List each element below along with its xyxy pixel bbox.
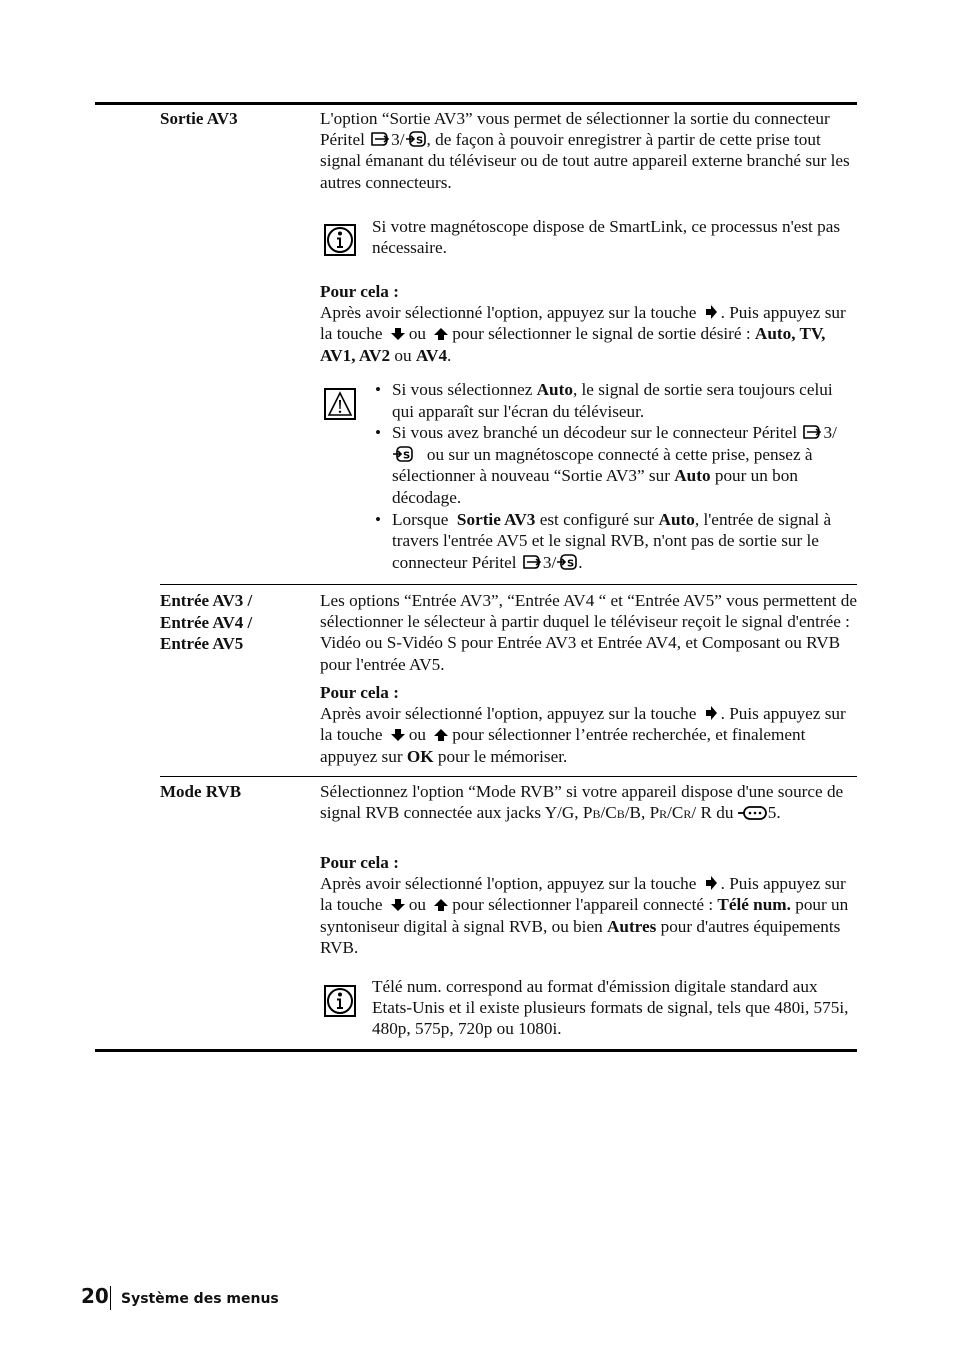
howto-title: Pour cela :	[320, 282, 399, 301]
entree-av-description	[320, 590, 858, 675]
arrow-right-icon	[704, 875, 718, 891]
svideo-output-icon	[556, 553, 578, 571]
howto-text: . Puis appuyez sur la touche	[320, 704, 846, 745]
label-line: Entrée AV5	[160, 634, 244, 653]
bottom-rule	[95, 1049, 857, 1052]
info-icon	[324, 224, 356, 256]
bullet-text: Lorsque	[392, 509, 449, 529]
list-item	[372, 379, 858, 422]
entree-av-text: Les options “Entrée AV3”, “Entrée AV4 “ et “Entrée AV5” vous permettent de sélectionner le sélecteur à partir duquel le téléviseur reçoit le signal d'entrée : Vidéo ou S-Vidéo S pour Entrée AV3 et Entrée AV4, et Composant ou RVB pour l'entrée AV5.	[320, 591, 857, 674]
output-options: Auto, TV, AV1, AV2	[320, 324, 826, 365]
mode-rvb-sub: B	[616, 807, 625, 822]
entree-av-howto	[320, 682, 858, 767]
svideo-output-icon	[392, 445, 414, 463]
bullet-text: 3/	[542, 552, 557, 572]
howto-text: pour sélectionner le signal de sortie désiré :	[452, 324, 751, 344]
bullet-text: , le signal de sortie sera toujours celui qui apparaît sur l'écran du téléviseur.	[392, 380, 833, 421]
howto-text: ou	[408, 324, 426, 344]
howto-text: Après avoir sélectionné l'option, appuyez sur la touche	[320, 704, 697, 724]
arrow-up-icon	[433, 898, 449, 912]
bullet-text: Si vous sélectionnez	[392, 380, 533, 399]
bullet-emphasis: Sortie AV3	[456, 509, 536, 529]
mode-rvb-howto	[320, 852, 858, 958]
tele-num-note: Télé num. correspond au format d'émission digitale standard aux Etats-Unis et il existe plusieurs formats de signal, tels que 480i, 575i, 480p, 575p, 720p ou 1080i.	[372, 977, 849, 1039]
section-label-sortie-av3: Sortie AV3	[160, 109, 238, 128]
section-label-mode-rvb: Mode RVB	[160, 782, 242, 801]
footer-divider	[110, 1286, 111, 1310]
mode-rvb-text: / R du	[691, 803, 734, 823]
bullet-emphasis: Auto	[658, 509, 695, 529]
sortie-av3-text-3: , de façon à pouvoir enregistrer à partir de cette prise tout signal émanant du téléviseur ou de tout autre appareil externe branché sur les autres connecteurs.	[320, 130, 850, 192]
sortie-av3-text-1: L'option “Sortie AV3” vous permet de sélectionner la sortie du connecteur Péritel	[320, 109, 830, 150]
mode-rvb-text: /C	[667, 803, 684, 823]
list-item: • Lorsque Sortie AV3 est configuré sur Auto, l'entrée de signal à travers l'entrée AV5 et le signal RVB, n'ont pas de sortie sur le connecteur Péritel 3/ .	[372, 509, 858, 574]
bullet-text: , l'entrée de signal à travers l'entrée AV5 et le signal RVB, n'ont pas de sortie sur le connecteur Péritel	[392, 509, 832, 572]
output-option-av4: AV4	[415, 345, 448, 365]
arrow-up-icon	[433, 728, 449, 742]
howto-text: pour un syntoniseur digital à signal RVB, ou bien	[320, 895, 849, 936]
bullet-text: 3/	[823, 423, 837, 443]
bullet-text: Si vous avez branché un décodeur sur le connecteur Péritel	[392, 423, 798, 443]
section-label-entree-av	[160, 590, 252, 655]
howto-title: Pour cela :	[320, 853, 399, 872]
mode-rvb-text: /C	[600, 803, 617, 823]
option-autres: Autres	[606, 916, 657, 936]
warning-icon	[324, 388, 356, 420]
section-divider	[160, 584, 857, 585]
arrow-right-icon	[704, 705, 718, 721]
component-input-icon	[738, 805, 768, 821]
howto-text: pour sélectionner l’entrée recherchée, et finalement appuyez sur	[320, 725, 806, 766]
howto-title: Pour cela :	[320, 683, 399, 702]
sortie-av3-howto: Pour cela : Après avoir sélectionné l'option, appuyez sur la touche . Puis appuyez sur la touche ou pour sélectionner le signal de sortie désiré : Auto, TV, AV1, AV2 ou AV4.	[320, 282, 846, 365]
howto-text: pour le mémoriser.	[437, 746, 568, 766]
mode-rvb-text: Sélectionnez l'option “Mode RVB” si votre appareil dispose d'une source de signal RVB connectée aux jacks Y/G, P	[320, 782, 844, 823]
bullet-text: ou sur un magnétoscope connecté à cette prise, pensez à sélectionner à nouveau “Sortie AV3” sur	[392, 444, 813, 486]
arrow-right-icon	[704, 304, 718, 320]
bullet-emphasis: Auto	[674, 466, 711, 486]
arrow-down-icon	[390, 728, 406, 742]
sortie-av3-warnings	[372, 379, 858, 573]
howto-text: ou	[408, 725, 426, 745]
mode-rvb-description	[320, 781, 858, 825]
howto-text: ou	[394, 345, 412, 365]
scart-input-icon	[369, 130, 391, 148]
ok-key: OK	[406, 746, 434, 766]
howto-text: pour d'autres équipements RVB.	[320, 916, 841, 957]
mode-rvb-sub: R	[659, 807, 668, 822]
sortie-av3-description	[320, 108, 858, 193]
howto-text: Après avoir sélectionné l'option, appuyez sur la touche	[320, 303, 697, 323]
howto-text: pour sélectionner l'appareil connecté :	[452, 895, 714, 915]
footer-section-title: Système des menus	[121, 1291, 279, 1307]
scart-input-icon	[521, 553, 543, 571]
option-tele-num: Télé num.	[717, 895, 791, 915]
smartlink-note: Si votre magnétoscope dispose de SmartLink, ce processus n'est pas nécessaire.	[372, 217, 841, 258]
list-item	[372, 422, 858, 508]
mode-rvb-text: 5.	[767, 803, 781, 823]
svideo-output-icon	[405, 130, 427, 148]
label-line: Entrée AV3 /	[160, 591, 253, 610]
howto-text: Après avoir sélectionné l'option, appuyez sur la touche	[320, 874, 697, 894]
mode-rvb-sub: R	[683, 807, 692, 822]
page-number: 20	[81, 1284, 109, 1308]
mode-rvb-sub: B	[592, 807, 601, 822]
scart-input-icon	[801, 423, 823, 441]
arrow-down-icon	[390, 898, 406, 912]
bullet-text: pour un bon décodage.	[392, 466, 798, 507]
top-rule	[95, 102, 857, 105]
bullet-text: est configuré sur	[539, 509, 655, 529]
bullet-emphasis: Auto	[536, 380, 573, 399]
howto-text: ou	[408, 895, 426, 915]
howto-text: . Puis appuyez sur la touche	[320, 874, 846, 915]
info-icon	[324, 985, 356, 1017]
section-divider	[160, 776, 857, 777]
mode-rvb-text: /B, P	[624, 803, 660, 823]
howto-text: . Puis appuyez sur la touche	[320, 303, 846, 344]
arrow-down-icon	[390, 327, 406, 341]
label-line: Entrée AV4 /	[160, 612, 253, 632]
sortie-av3-text-2: 3/	[391, 130, 405, 150]
arrow-up-icon	[433, 327, 449, 341]
